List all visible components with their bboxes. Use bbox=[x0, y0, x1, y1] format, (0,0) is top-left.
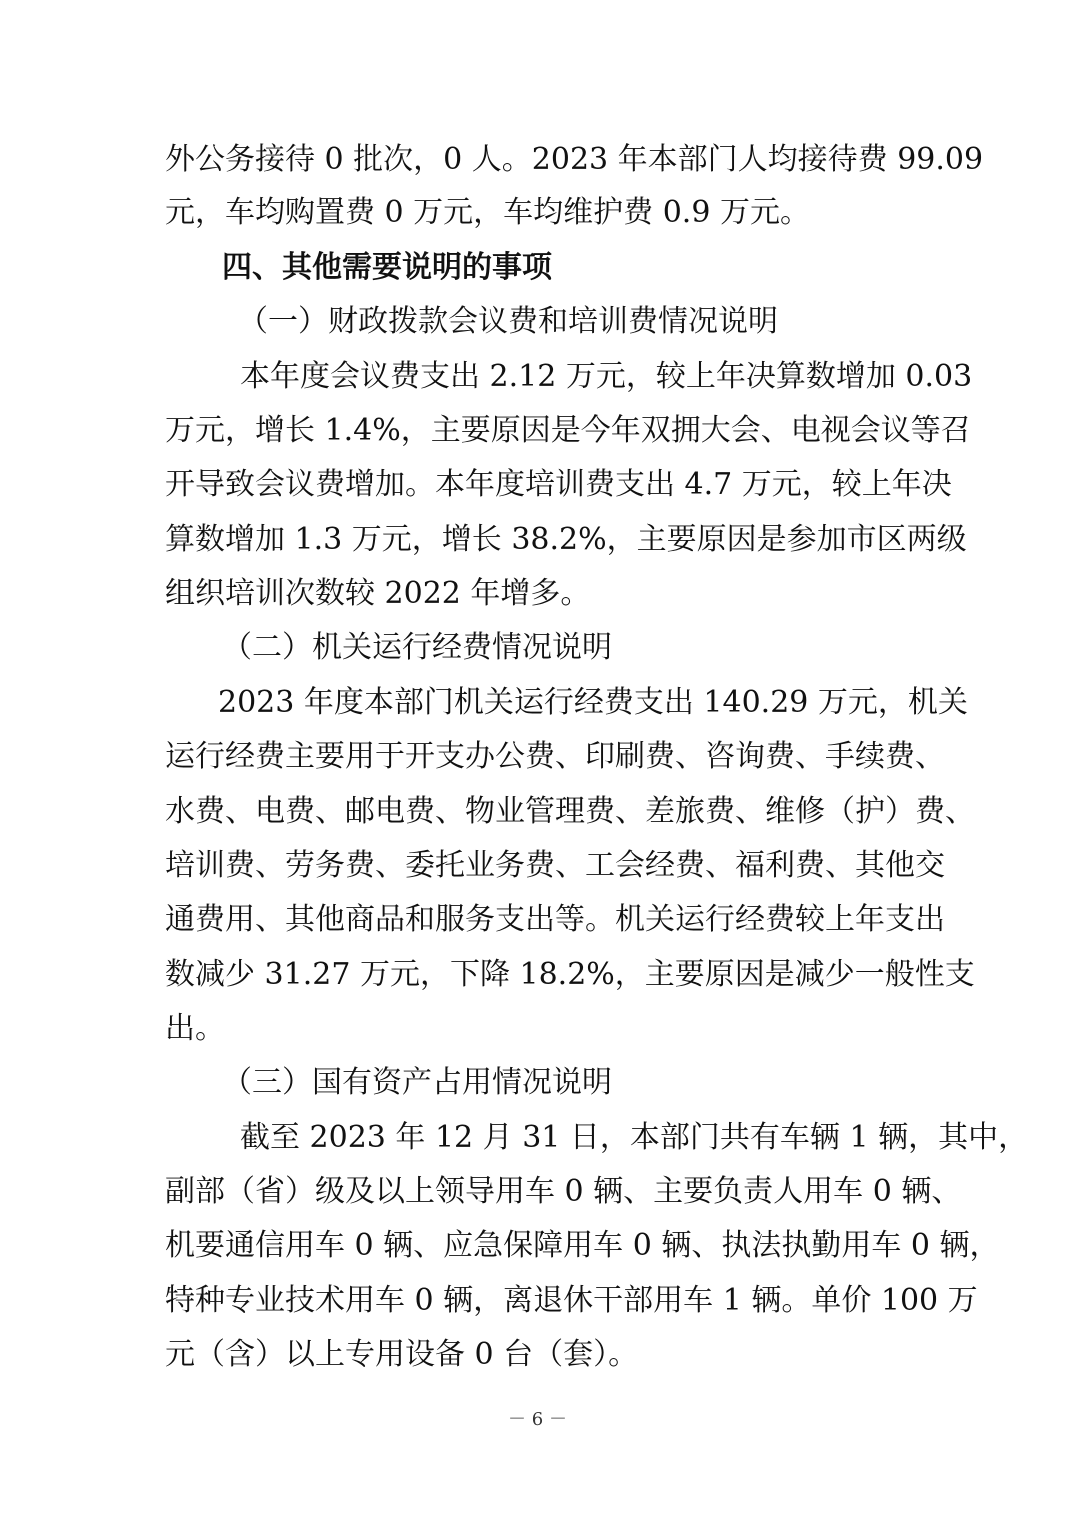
body-text-line: 元，车均购置费 0 万元，车均维护费 0.9 万元。 bbox=[165, 195, 810, 230]
subsection-heading: （二）机关运行经费情况说明 bbox=[222, 630, 612, 665]
body-text-line: 水费、电费、邮电费、物业管理费、差旅费、维修（护）费、 bbox=[165, 794, 975, 829]
subsection-heading: （一）财政拨款会议费和培训费情况说明 bbox=[238, 304, 778, 339]
body-text-line: 本年度会议费支出 2.12 万元，较上年决算数增加 0.03 bbox=[240, 359, 973, 394]
body-text-line: 截至 2023 年 12 月 31 日，本部门共有车辆 1 辆，其中， bbox=[240, 1120, 1029, 1155]
body-text-line: 组织培训次数较 2022 年增多。 bbox=[165, 576, 591, 611]
body-text-line: 万元，增长 1.4%，主要原因是今年双拥大会、电视会议等召 bbox=[165, 413, 971, 448]
body-text-line: 培训费、劳务费、委托业务费、工会经费、福利费、其他交 bbox=[165, 848, 945, 883]
body-text-line: 副部（省）级及以上领导用车 0 辆、主要负责人用车 0 辆、 bbox=[165, 1174, 962, 1209]
body-text-line: 通费用、其他商品和服务支出等。机关运行经费较上年支出 bbox=[165, 902, 945, 937]
body-text-line: 元（含）以上专用设备 0 台（套）。 bbox=[165, 1337, 639, 1372]
body-text-line: 特种专业技术用车 0 辆，离退休干部用车 1 辆。单价 100 万 bbox=[165, 1283, 978, 1318]
subsection-heading: （三）国有资产占用情况说明 bbox=[222, 1065, 612, 1100]
body-text-line: 数减少 31.27 万元，下降 18.2%，主要原因是减少一般性支 bbox=[165, 957, 975, 992]
body-text-line: 出。 bbox=[165, 1011, 225, 1046]
body-text-line: 开导致会议费增加。本年度培训费支出 4.7 万元，较上年决 bbox=[165, 467, 952, 502]
body-text-line: 机要通信用车 0 辆、应急保障用车 0 辆、执法执勤用车 0 辆， bbox=[165, 1228, 1000, 1263]
body-text-line: 外公务接待 0 批次，0 人。2023 年本部门人均接待费 99.09 bbox=[165, 142, 984, 177]
page-number: － 6 － bbox=[508, 1409, 567, 1430]
section-heading: 四、其他需要说明的事项 bbox=[222, 250, 552, 285]
body-text-line: 算数增加 1.3 万元，增长 38.2%，主要原因是参加市区两级 bbox=[165, 522, 967, 557]
body-text-line: 运行经费主要用于开支办公费、印刷费、咨询费、手续费、 bbox=[165, 739, 945, 774]
body-text-line: 2023 年度本部门机关运行经费支出 140.29 万元，机关 bbox=[218, 685, 968, 720]
